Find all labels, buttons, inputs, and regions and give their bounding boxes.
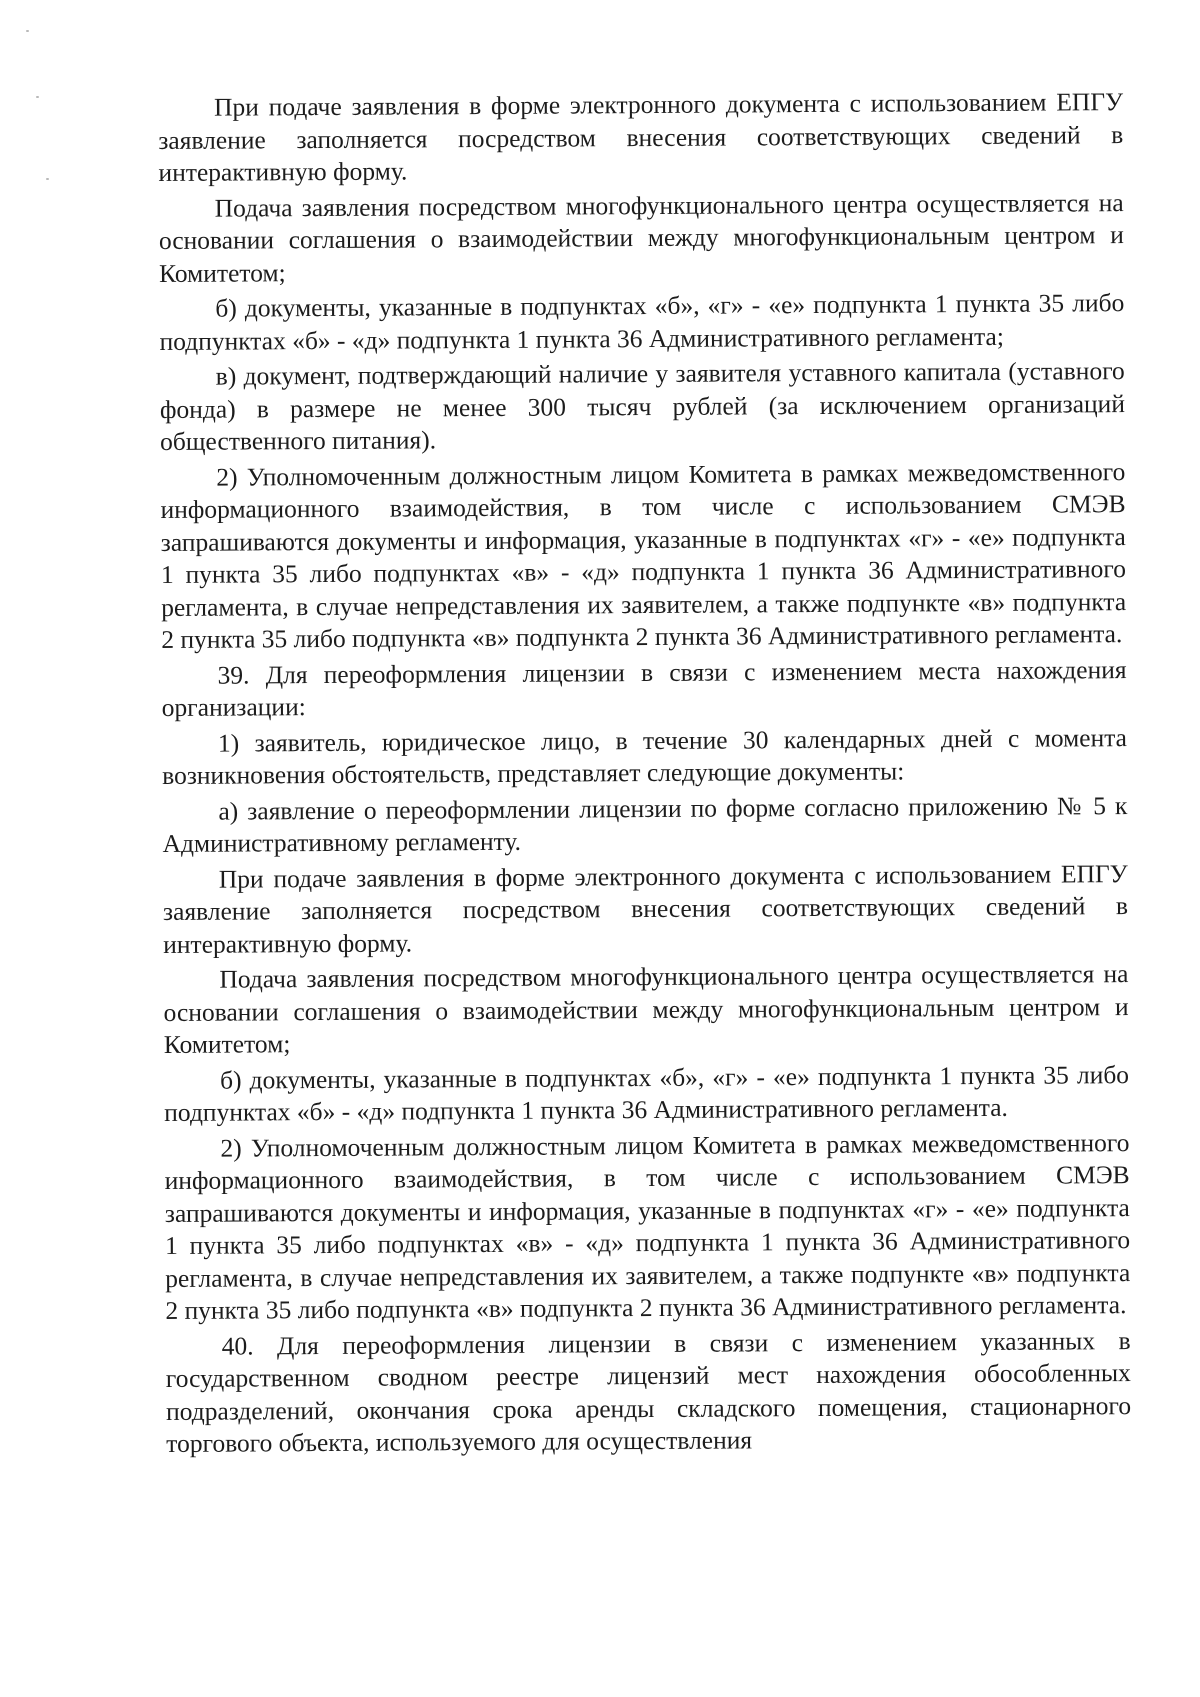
paragraph-section-40: 40. Для переоформления лицензии в связи с изменением указанных в государственном сводном реестре лицензий мест нахождения обособленных подразделений, окончания срока аренды складского помещения, стационарного торгового объекта, используемого для осуществления — [165, 1325, 1132, 1458]
paragraph-item-v-capital: в) документ, подтверждающий наличие у заявителя уставного капитала (уставного фонда) в размере не менее 300 тысяч рублей (за исключением организаций общественного питания). — [159, 356, 1126, 456]
paragraph-item-b-documents: б) документы, указанные в подпунктах «б», «г» - «е» подпункта 1 пункта 35 либо подпунктах «б» - «д» подпункта 1 пункта 36 Административного регламента; — [159, 288, 1125, 356]
scan-speck — [26, 30, 29, 32]
paragraph-epgu-submission: При подаче заявления в форме электронного документа с использованием ЕПГУ заявление заполняется посредством внесения соответствующих сведений в интерактивную форму. — [158, 87, 1124, 187]
paragraph-item-1-applicant: 1) заявитель, юридическое лицо, в течение 30 календарных дней с момента возникновения обстоятельств, представляет следующие документы: — [162, 722, 1128, 790]
document-page — [158, 86, 1131, 1460]
paragraph-item-2-interagency-2: 2) Уполномоченным должностным лицом Комитета в рамках межведомственного информационного взаимодействия, в том числе с использованием СМЭВ запрашиваются документы и информация, указанные в подпунктах «г» - «е» подпункта 1 пункта 35 либо подпунктах «в» - «д» подпункта 1 пункта 36 Административного регламента, в случае непредставления их заявителем, а также подпункте «в» подпункта 2 пункта 35 либо подпункта «в» подпункта 2 пункта 36 Административного регламента. — [164, 1127, 1131, 1325]
scan-speck — [36, 96, 39, 98]
paragraph-mfc-submission: Подача заявления посредством многофункционального центра осуществляется на основании соглашения о взаимодействии между многофункциональным центром и Комитетом; — [158, 187, 1124, 288]
paragraph-item-a-application: а) заявление о переоформлении лицензии по форме согласно приложению № 5 к Административному регламенту. — [162, 790, 1128, 858]
paragraph-item-b-documents-2: б) документы, указанные в подпунктах «б», «г» - «е» подпункта 1 пункта 35 либо подпунктах «б» - «д» подпункта 1 пункта 36 Административного регламента. — [164, 1059, 1130, 1127]
scan-speck — [46, 178, 49, 180]
paragraph-mfc-submission-2: Подача заявления посредством многофункционального центра осуществляется на основании соглашения о взаимодействии между многофункциональным центром и Комитетом; — [163, 959, 1129, 1059]
paragraph-epgu-submission-2: При подаче заявления в форме электронного документа с использованием ЕПГУ заявление заполняется посредством внесения соответствующих сведений в интерактивную форму. — [162, 858, 1129, 959]
paragraph-section-39: 39. Для переоформления лицензии в связи с изменением места нахождения организации: — [161, 654, 1127, 722]
paragraph-item-2-interagency: 2) Уполномоченным должностным лицом Комитета в рамках межведомственного информационного взаимодействия, в том числе с использованием СМЭВ запрашиваются документы и информация, указанные в подпунктах «г» - «е» подпункта 1 пункта 35 либо подпунктах «в» - «д» подпункта 1 пункта 36 Административного регламента, в случае непредставления их заявителем, а также подпункте «в» подпункта 2 пункта 35 либо подпункта «в» подпункта 2 пункта 36 Административного регламента. — [160, 456, 1127, 654]
